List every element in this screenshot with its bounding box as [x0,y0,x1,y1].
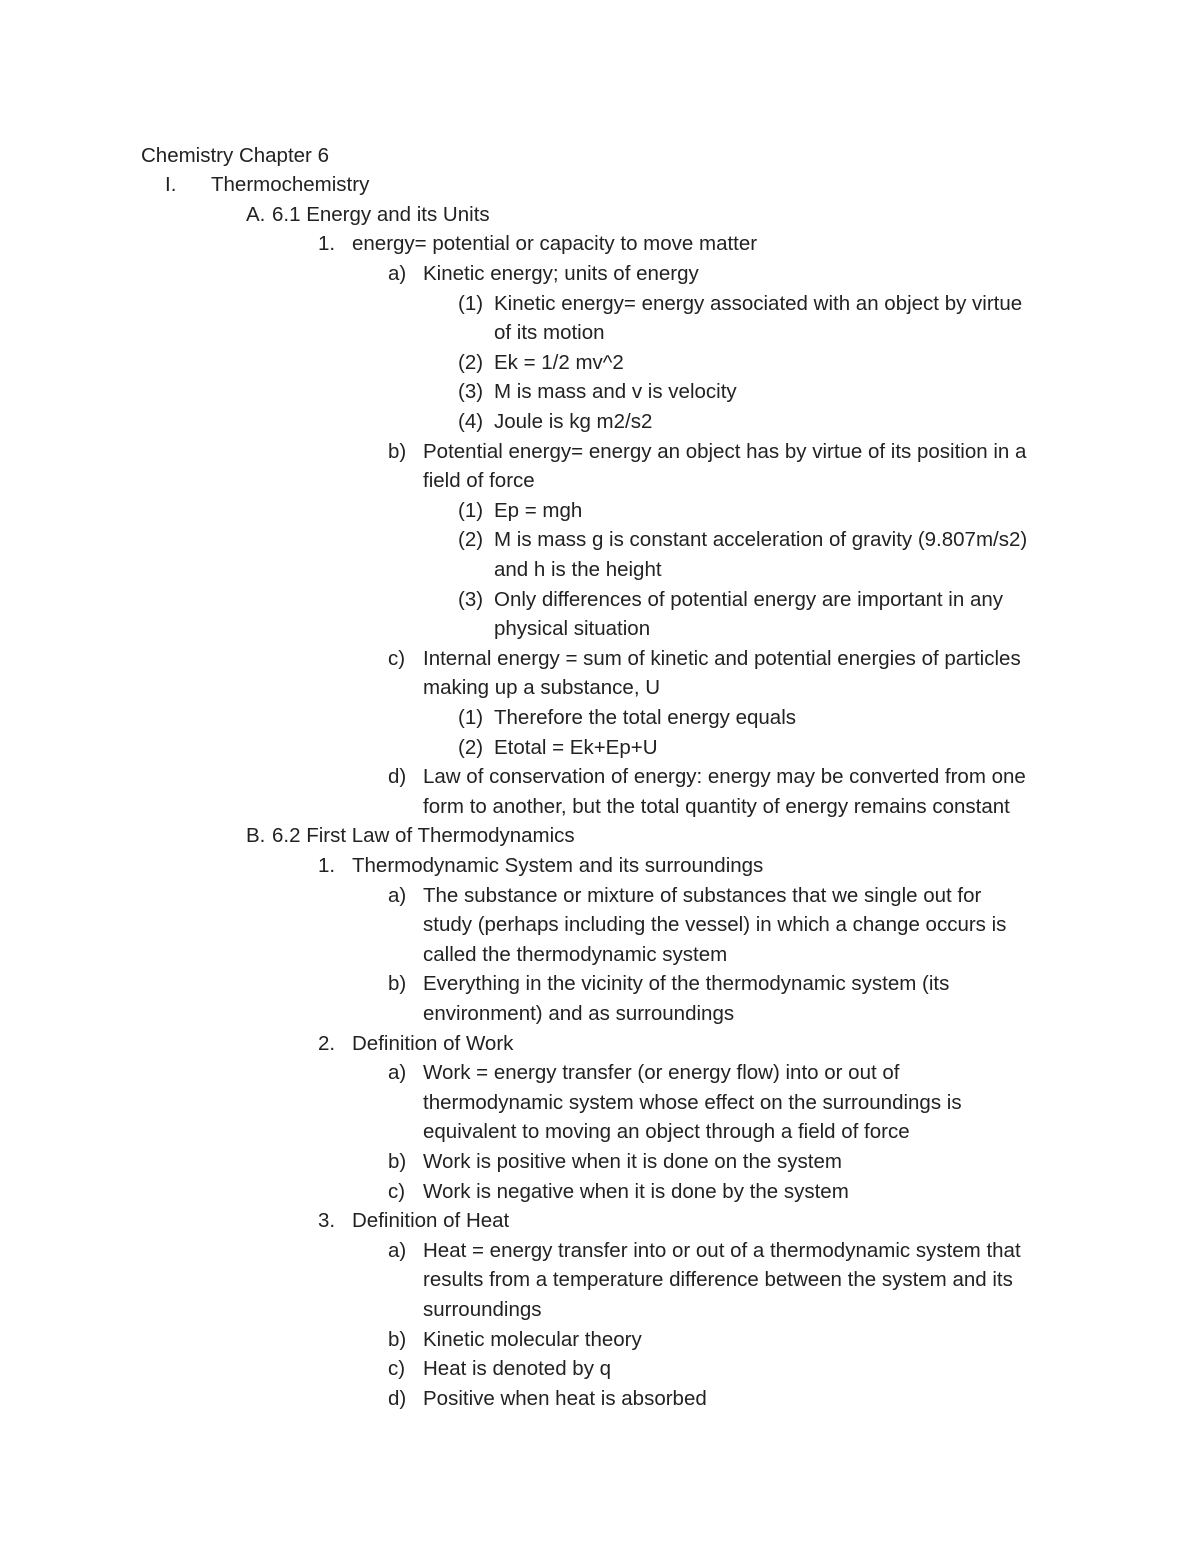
outline-item-text: Only differences of potential energy are important in any [494,587,1003,611]
outline-marker: (3) [458,587,484,611]
outline-marker: c) [388,1357,406,1381]
outline-item-text: Kinetic energy= energy associated with an object by virtue [494,291,1023,315]
outline-marker: (2) [458,735,484,759]
outline-item-text: and h is the height [494,557,662,581]
outline-item-text: Positive when heat is absorbed [423,1386,707,1410]
outline-item-text: surroundings [423,1297,542,1321]
outline-marker: d) [388,765,407,789]
outline-marker: 1. [318,232,336,256]
outline-marker: A. [246,202,266,226]
outline-marker: (4) [458,409,484,433]
outline-item-text: environment) and as surroundings [423,1001,735,1025]
outline-item-text: Potential energy= energy an object has by virtue of its position in a [423,439,1027,463]
outline-marker: (2) [458,350,484,374]
outline-marker: b) [388,972,407,996]
outline-marker: I. [165,173,177,197]
outline-item-text: form to another, but the total quantity of energy remains constant [423,794,1010,818]
outline-marker: 3. [318,1209,336,1233]
outline-item-text: energy= potential or capacity to move matter [352,232,758,256]
outline-marker: (2) [458,528,484,552]
outline-marker: a) [388,261,407,285]
outline-marker: b) [388,439,407,463]
outline-item-text: Definition of Heat [352,1209,510,1233]
outline-item-text: Internal energy = sum of kinetic and potential energies of particles [423,646,1021,670]
outline-item-text: thermodynamic system whose effect on the surroundings is [423,1090,962,1114]
outline-item-text: making up a substance, U [423,676,661,700]
outline-marker: (1) [458,705,484,729]
outline-item-text: 6.1 Energy and its Units [272,202,490,226]
outline-item-text: physical situation [494,617,651,641]
outline-item-text: Everything in the vicinity of the thermodynamic system (its [423,972,950,996]
outline-item-text: results from a temperature difference between the system and its [423,1268,1013,1292]
outline-marker: (3) [458,380,484,404]
outline-item-text: Definition of Work [352,1031,514,1055]
outline-marker: c) [388,646,406,670]
outline-item-text: of its motion [494,321,605,345]
outline-marker: a) [388,1238,407,1262]
outline-item-text: Law of conservation of energy: energy may be converted from one [423,765,1026,789]
outline-marker: c) [388,1179,406,1203]
outline-item-text: Joule is kg m2/s2 [494,409,653,433]
outline-item-text: Work is negative when it is done by the system [423,1179,849,1203]
outline-item-text: The substance or mixture of substances that we single out for [423,883,982,907]
outline-item-text: M is mass g is constant acceleration of gravity (9.807m/s2) [494,528,1028,552]
outline-marker: a) [388,1061,407,1085]
outline-marker: (1) [458,291,484,315]
outline-item-text: Kinetic energy; units of energy [423,261,699,285]
outline-item-text: Work is positive when it is done on the system [423,1149,842,1173]
outline-item-text: equivalent to moving an object through a field of force [423,1120,910,1144]
outline-item-text: Etotal = Ek+Ep+U [494,735,658,759]
outline-item-text: called the thermodynamic system [423,942,728,966]
document-title: Chemistry Chapter 6 [141,143,329,167]
outline-item-text: Thermodynamic System and its surroundings [352,853,764,877]
outline-item-text: Work = energy transfer (or energy flow) into or out of [423,1061,900,1085]
outline-item-text: Thermochemistry [211,173,370,197]
outline-marker: (1) [458,498,484,522]
outline-item-text: Heat = energy transfer into or out of a thermodynamic system that [423,1238,1021,1262]
outline-marker: 2. [318,1031,336,1055]
outline-item-text: Ek = 1/2 mv^2 [494,350,624,374]
outline-item-text: study (perhaps including the vessel) in which a change occurs is [423,913,1007,937]
outline-item-text: Kinetic molecular theory [423,1327,642,1351]
outline-item-text: Ep = mgh [494,498,583,522]
outline-marker: d) [388,1386,407,1410]
outline-item-text: Heat is denoted by q [423,1357,612,1381]
outline-marker: b) [388,1327,407,1351]
outline-marker: B. [246,824,266,848]
outline-marker: b) [388,1149,407,1173]
outline-item-text: M is mass and v is velocity [494,380,737,404]
outline-item-text: Therefore the total energy equals [494,705,796,729]
outline-marker: a) [388,883,407,907]
outline-item-text: field of force [423,469,535,493]
outline-marker: 1. [318,853,336,877]
outline-item-text: 6.2 First Law of Thermodynamics [272,824,575,848]
